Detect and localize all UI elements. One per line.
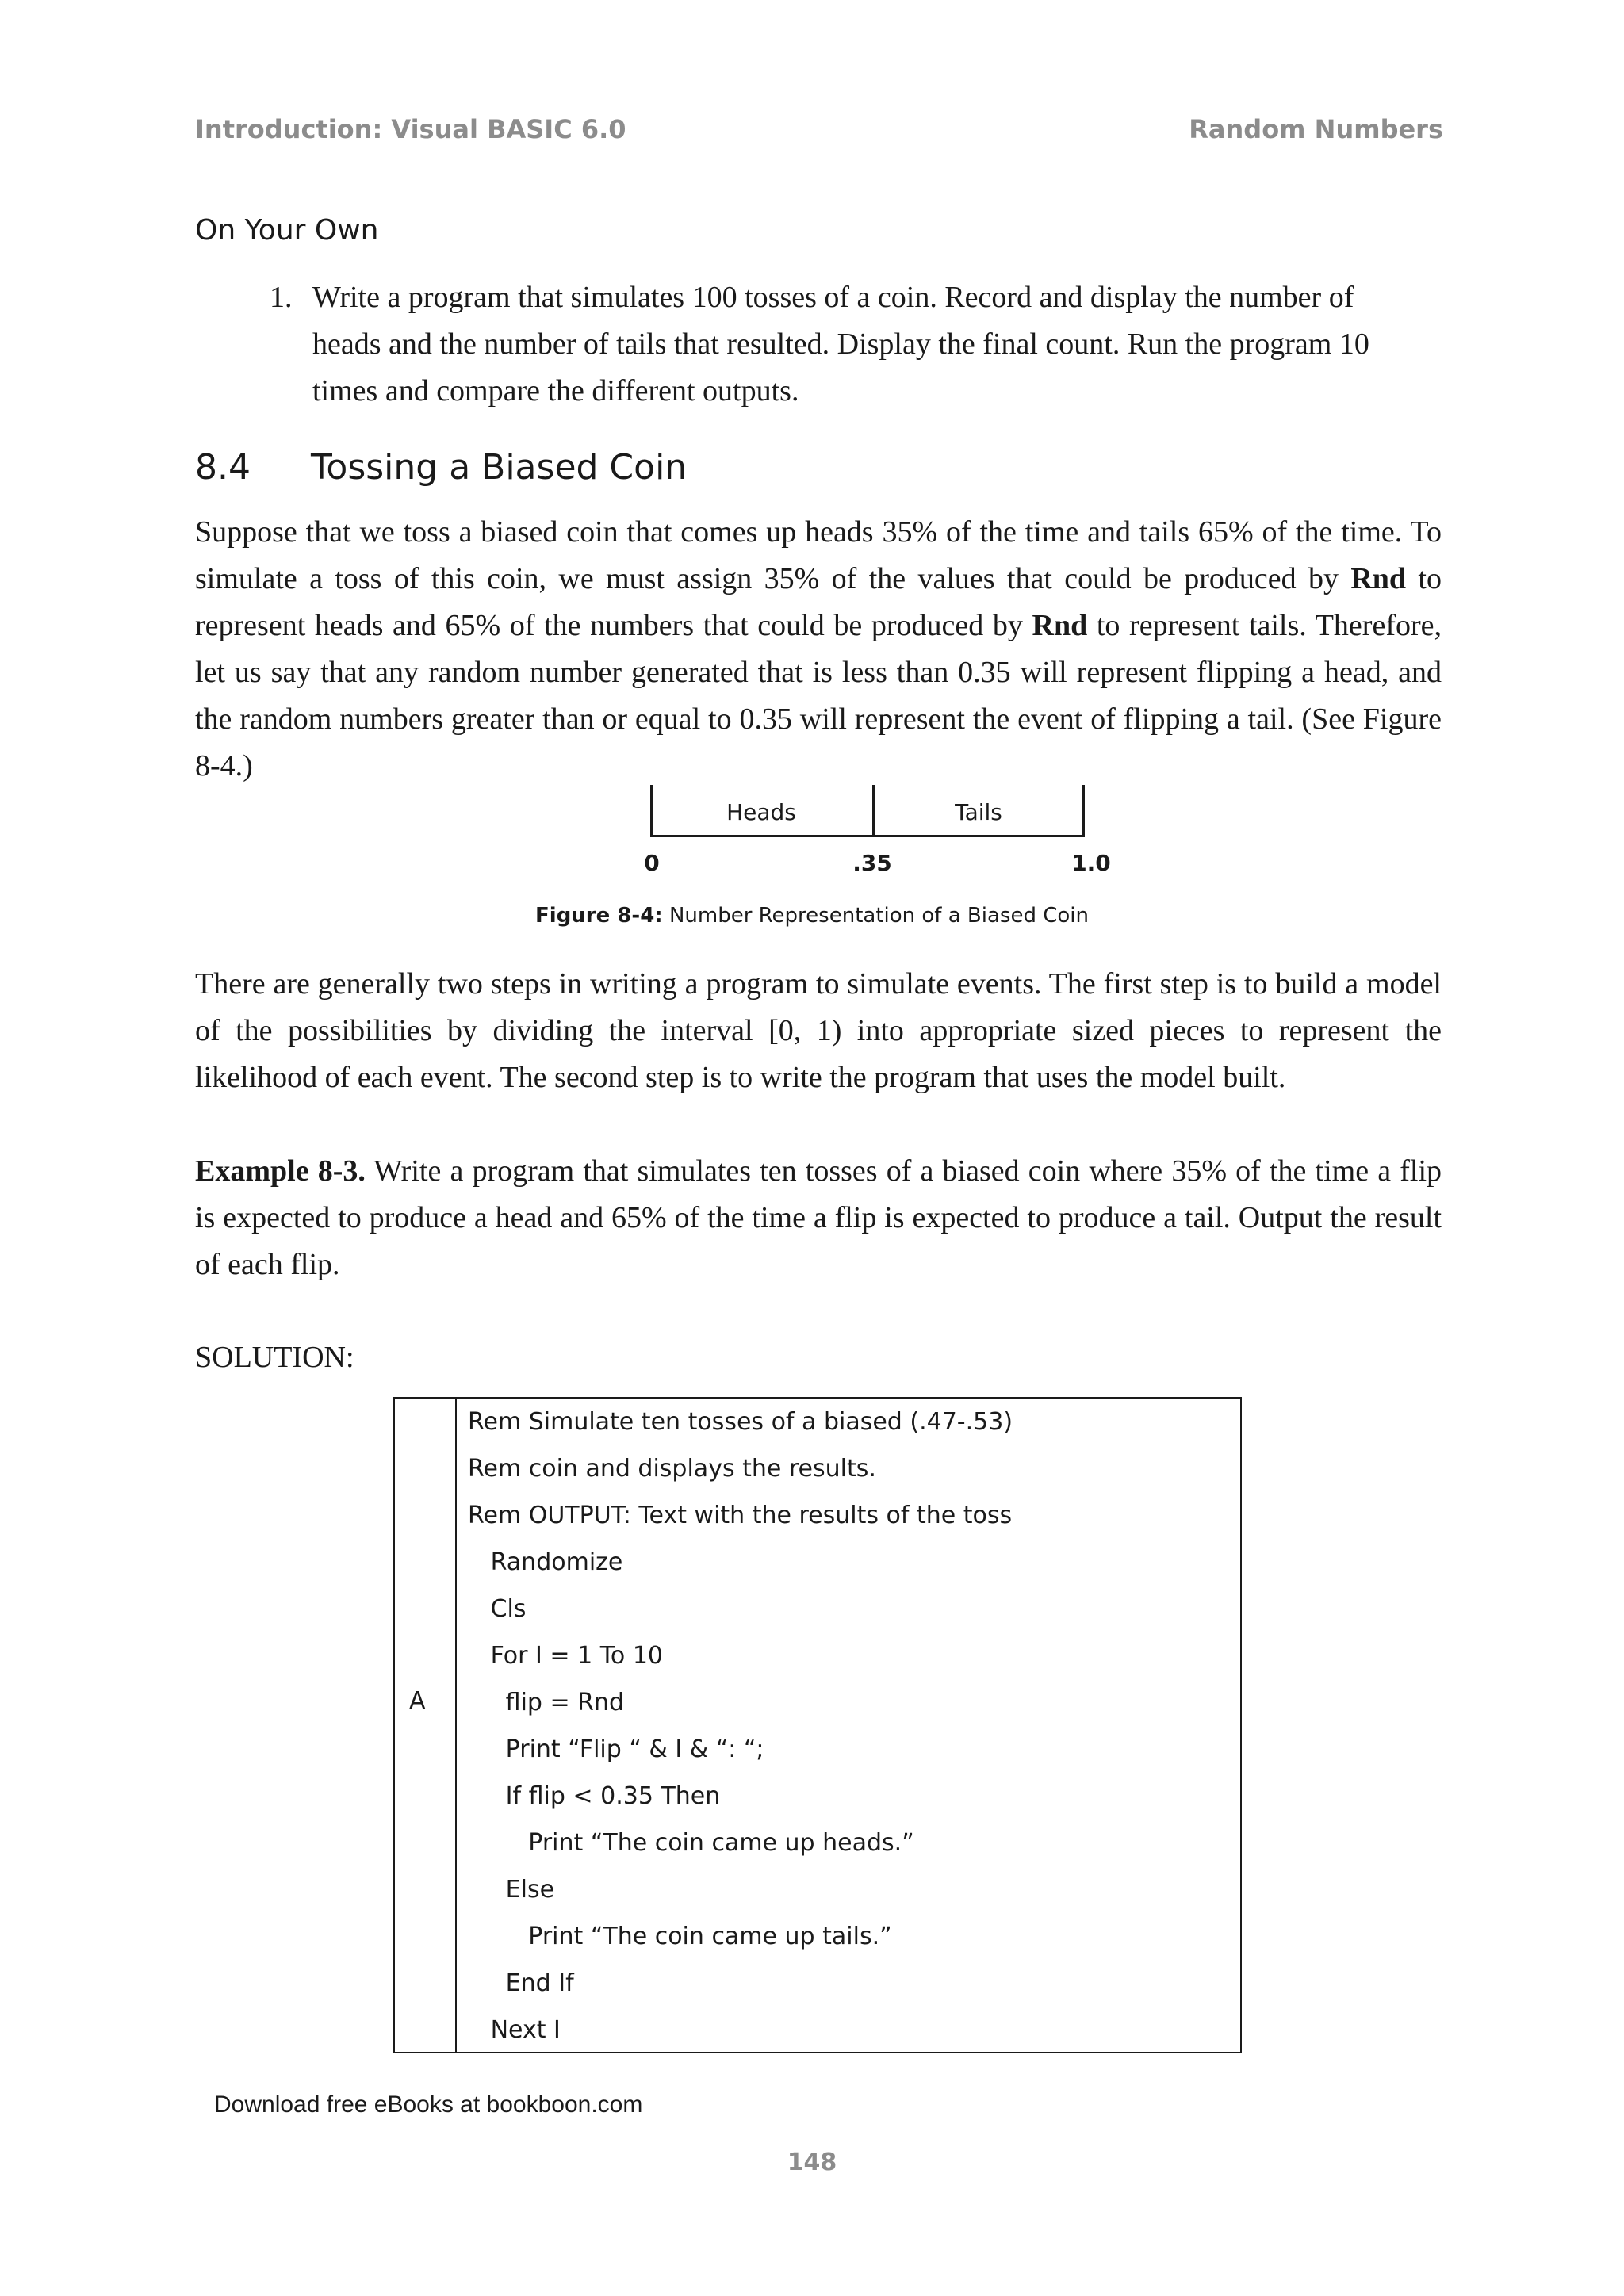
section-title: Tossing a Biased Coin [311,447,688,488]
code-table-divider [455,1399,457,2052]
running-header-right: Random Numbers [1189,114,1443,144]
code-line: Print “The coin came up tails.” [468,1923,892,1950]
paragraph-text: to represent heads and 65% of the numbers that could be produced by [195,562,1442,642]
code-line: Rem OUTPUT: Text with the results of the toss [468,1502,1013,1529]
on-your-own-heading: On Your Own [195,214,379,247]
code-line: Cls [468,1595,527,1623]
section-heading [195,447,688,488]
number-line-axis [650,835,1085,837]
example-text: Write a program that simulates ten tosses of a biased coin where 35% of the time a flip is expected to produce a head and 65% of the time a flip is expected to produce a tail. Output the result of each flip. [195,1154,1442,1281]
figure-caption-text: Number Representation of a Biased Coin [662,904,1089,928]
code-table [393,1397,1242,2053]
number-line-figure [650,785,1085,837]
example-label: Example 8-3. [195,1154,366,1188]
tick-label-end: 1.0 [1071,850,1111,876]
exercise-list [270,274,1411,415]
code-line: Randomize [468,1548,623,1576]
list-item-text: Write a program that simulates 100 tosses of a coin. Record and display the number of heads and the number of tails that resulted. Display the final count. Run the program 10 times and compare the different outputs. [312,281,1369,408]
tick-label-zero: 0 [644,850,660,876]
number-line-right-tick [1082,785,1085,837]
segment-tails-label: Tails [955,799,1002,825]
code-line: For I = 1 To 10 [468,1642,663,1670]
figure-caption-label: Figure 8-4: [535,904,663,928]
code-line: End If [468,1969,574,1997]
paragraph-biased-coin [195,509,1442,790]
page-number: 148 [787,2149,837,2176]
code-line: If flip < 0.35 Then [468,1782,721,1810]
solution-label: SOLUTION: [195,1341,354,1374]
code-line: Else [468,1876,555,1904]
list-item [270,274,1411,415]
code-line: flip = Rnd [468,1689,625,1716]
paragraph-text: Suppose that we toss a biased coin that comes up heads 35% of the time and tails 65% of the time. To simulate a toss of this coin, we must assign 35% of the values that could be produced by [195,515,1442,595]
segment-heads-label: Heads [726,799,796,825]
section-number: 8.4 [195,447,251,488]
code-line: Print “Flip “ & I & “: “; [468,1735,764,1763]
list-item-number: 1. [270,281,293,314]
code-line: Print “The coin came up heads.” [468,1829,914,1857]
rnd-keyword: Rnd [1032,609,1088,642]
code-marker: A [409,1687,426,1715]
tick-label-mid: .35 [852,850,892,876]
paragraph-text: to represent tails. Therefore, let us say that any random number generated that is less than 0.35 will represent flipping a head, and the random numbers greater than or equal to 0.35 will represent the event of flipping a tail. (See Figure 8-4.) [195,609,1442,783]
download-link[interactable]: Download free eBooks at bookboon.com [214,2091,643,2118]
code-line: Rem coin and displays the results. [468,1455,876,1483]
example-paragraph [195,1148,1442,1288]
code-line: Next I [468,2016,561,2044]
figure-caption [0,904,1624,928]
running-header-left: Introduction: Visual BASIC 6.0 [195,114,626,144]
paragraph-simulation-steps: There are generally two steps in writing a program to simulate events. The first step is to build a model of the possibilities by dividing the interval [0, 1) into appropriate sized pieces to represent the likelihood of each event. The second step is to write the program that uses the model built. [195,967,1442,1094]
code-line: Rem Simulate ten tosses of a biased (.47-.53) [468,1408,1013,1436]
rnd-keyword: Rnd [1350,562,1407,595]
